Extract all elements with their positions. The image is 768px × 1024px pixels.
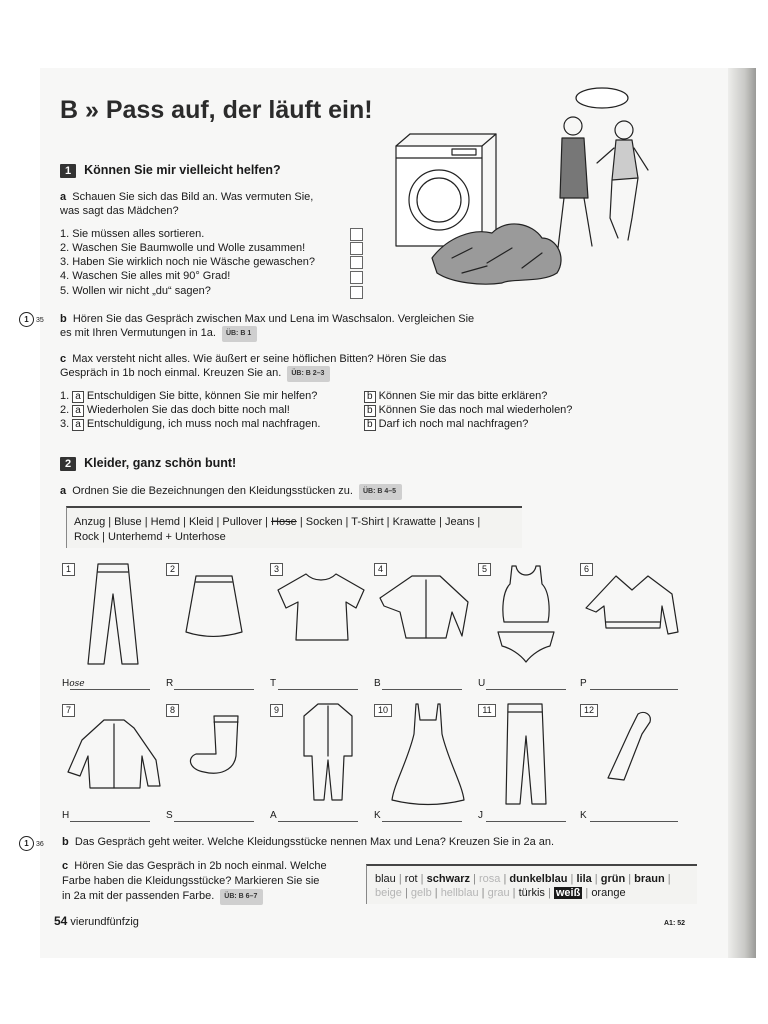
option-a-box[interactable]: a	[72, 391, 84, 403]
task-1b-text2: es mit Ihren Vermutungen in 1a.	[60, 327, 216, 339]
skirt-drawing	[182, 572, 252, 642]
task-1b-label: b	[60, 313, 67, 325]
item-number: 3	[270, 563, 283, 576]
option-a-box[interactable]: a	[72, 405, 84, 417]
option-4-checkbox[interactable]	[350, 271, 363, 284]
item-number: 1	[62, 563, 75, 576]
separator: |	[470, 873, 480, 885]
tshirt-drawing	[276, 570, 370, 644]
audio-track-number: 35	[36, 317, 44, 324]
item-number: 6	[580, 563, 593, 576]
item-number: 2	[166, 563, 179, 576]
color-word: weiß	[555, 887, 581, 899]
answer-label-2: R	[166, 678, 174, 689]
exercise-book-ref: ÜB: B 4–5	[359, 484, 402, 500]
answer-label-9: A	[270, 810, 277, 821]
item-number: 9	[270, 704, 283, 717]
separator: |	[417, 873, 427, 885]
task-2a-text: Ordnen Sie die Bezeichnungen den Kleidungsstücken zu.	[72, 485, 353, 497]
task-2c-line3	[62, 889, 263, 905]
answer-label-11: J	[478, 810, 483, 821]
task-2c-text3: in 2a mit der passenden Farbe.	[62, 890, 215, 902]
task-1c-line2	[60, 366, 330, 382]
answer-field-10[interactable]	[382, 809, 462, 822]
pair-2-option-b[interactable]	[364, 403, 572, 417]
section2-heading	[60, 456, 236, 471]
pair-1-option-b[interactable]	[364, 389, 547, 403]
pullover-drawing	[582, 572, 682, 642]
separator: |	[509, 887, 519, 899]
handwritten-answer: ose	[69, 679, 85, 689]
answer-label-12: K	[580, 810, 587, 821]
section2-number: 2	[60, 457, 76, 471]
answer-letter: H	[62, 678, 70, 689]
item-number: 5	[478, 563, 491, 576]
task-1c-text2: Gespräch in 1b noch einmal. Kreuzen Sie an.	[60, 367, 282, 379]
blouse-drawing	[376, 572, 476, 644]
separator: |	[395, 873, 405, 885]
option-a-box[interactable]: a	[72, 419, 84, 431]
audio-track-number: 36	[36, 841, 44, 848]
separator: |	[567, 873, 577, 885]
color-word: schwarz	[426, 873, 471, 885]
task-2c-line1	[62, 859, 327, 873]
answer-field-1[interactable]	[70, 677, 150, 690]
task-2b-text: Das Gespräch geht weiter. Welche Kleidungsstücke nennen Max und Lena? Kreuzen Sie in 2a an.	[74, 836, 555, 848]
separator: |	[591, 873, 601, 885]
shirt-drawing	[64, 716, 164, 796]
task-2a-line	[60, 484, 402, 500]
word-bank-text: Anzug | Bluse | Hemd | Kleid | Pullover |	[74, 516, 272, 528]
task-2c-label: c	[62, 860, 69, 872]
page-number: 54	[54, 914, 68, 928]
answer-field-8[interactable]	[174, 809, 254, 822]
answer-label-7: H	[62, 810, 70, 821]
answer-field-12[interactable]	[590, 809, 678, 822]
laundromat-illustration	[392, 88, 692, 298]
pair-3-option-b[interactable]	[364, 417, 528, 431]
option-1: 1. Sie müssen alles sortieren.	[60, 228, 205, 240]
trousers-drawing	[76, 560, 146, 670]
item-number: 7	[62, 704, 75, 717]
audio-track-35[interactable]	[19, 312, 44, 327]
answer-field-2[interactable]	[174, 677, 254, 690]
section2-title: Kleider, ganz schön bunt!	[84, 456, 237, 470]
option-2: 2. Waschen Sie Baumwolle und Wolle zusammen!	[60, 242, 306, 254]
page-footer	[54, 914, 139, 929]
task-1c-line1	[60, 352, 446, 366]
task-1c-text1: Max versteht nicht alles. Wie äußert er seine höflichen Bitten? Hören Sie das	[72, 353, 447, 365]
color-word: dunkelblau	[509, 873, 568, 885]
option-b-box[interactable]: b	[364, 405, 376, 417]
exercise-book-ref: ÜB: B 1	[222, 326, 257, 342]
pair-number: 2.	[60, 404, 70, 416]
socks-drawing	[184, 712, 254, 784]
task-2b-label: b	[62, 836, 69, 848]
answer-field-3[interactable]	[278, 677, 358, 690]
word-bank-line1	[74, 515, 480, 529]
item-number: 11	[478, 704, 496, 717]
option-3-checkbox[interactable]	[350, 256, 363, 269]
color-word: blau	[375, 873, 396, 885]
exercise-book-ref: ÜB: B 6–7	[220, 889, 263, 905]
answer-label-10: K	[374, 810, 381, 821]
color-word: braun	[634, 873, 665, 885]
answer-field-4[interactable]	[382, 677, 462, 690]
separator: |	[431, 887, 441, 899]
pair-number: 3.	[60, 418, 70, 430]
answer-label-5: U	[478, 678, 486, 689]
jeans-drawing	[496, 700, 556, 808]
item-number: 10	[374, 704, 392, 717]
dress-drawing	[388, 700, 468, 806]
color-bank-line2	[375, 886, 626, 900]
word-bank-text: | Socken | T-Shirt | Krawatte | Jeans |	[296, 516, 481, 528]
word-bank-line2: Rock | Unterhemd + Unterhose	[74, 531, 226, 543]
answer-field-5[interactable]	[486, 677, 566, 690]
answer-field-7[interactable]	[70, 809, 150, 822]
page-title: B » Pass auf, der läuft ein!	[60, 96, 373, 124]
pair-2-text-b: Können Sie das noch mal wiederholen?	[378, 404, 573, 416]
color-word: hellblau	[440, 887, 479, 899]
page-gutter-shadow	[728, 68, 756, 958]
pair-3-text-b: Darf ich noch mal nachfragen?	[378, 418, 529, 430]
option-b-box[interactable]: b	[364, 391, 376, 403]
answer-label-6: P	[580, 678, 587, 689]
item-number: 4	[374, 563, 387, 576]
separator: |	[500, 873, 510, 885]
color-word: lila	[576, 873, 592, 885]
separator: |	[664, 873, 671, 885]
color-word: beige	[375, 887, 402, 899]
answer-label-8: S	[166, 810, 173, 821]
option-1-checkbox[interactable]	[350, 228, 363, 241]
task-1a-label: a	[60, 191, 67, 203]
task-1a-line2: was sagt das Mädchen?	[60, 205, 179, 217]
item-number: 12	[580, 704, 598, 717]
color-word: orange	[591, 887, 626, 899]
page-code: A1: 52	[664, 920, 686, 927]
cd-icon: 1	[19, 312, 34, 327]
pair-3-option-a[interactable]	[60, 417, 320, 431]
section1-heading	[60, 163, 281, 178]
audio-track-36[interactable]	[19, 836, 44, 851]
separator: |	[478, 887, 488, 899]
task-2b-line	[62, 835, 554, 849]
option-5: 5. Wollen wir nicht „du“ sagen?	[60, 285, 211, 297]
color-word-bank	[366, 864, 697, 904]
separator: |	[401, 887, 411, 899]
task-2c-text1: Hören Sie das Gespräch in 2b noch einmal. Welche	[74, 860, 327, 872]
separator: |	[544, 887, 554, 899]
task-1b-line1	[60, 312, 474, 326]
task-2c-line2: Farbe haben die Kleidungsstücke? Markieren Sie sie	[62, 875, 320, 887]
section1-number: 1	[60, 164, 76, 178]
pair-1-option-a[interactable]	[60, 389, 317, 403]
pair-1-text-b: Können Sie mir das bitte erklären?	[378, 390, 548, 402]
task-1a-text1: Schauen Sie sich das Bild an. Was vermuten Sie,	[72, 191, 314, 203]
color-word: gelb	[410, 887, 432, 899]
suit-drawing	[298, 700, 358, 804]
struck-word: Hose	[271, 516, 297, 528]
option-3: 3. Haben Sie wirklich noch nie Wäsche gewaschen?	[60, 256, 315, 268]
color-word: rosa	[479, 873, 501, 885]
task-1c-label: c	[60, 353, 67, 365]
pair-1-text-a: Entschuldigen Sie bitte, können Sie mir helfen?	[86, 390, 318, 402]
item-number: 8	[166, 704, 179, 717]
answer-field-9[interactable]	[278, 809, 358, 822]
separator: |	[582, 887, 592, 899]
answer-field-11[interactable]	[486, 809, 566, 822]
answer-label-4: B	[374, 678, 381, 689]
task-1a-line1	[60, 190, 313, 204]
task-2a-label: a	[60, 485, 67, 497]
color-word: grün	[600, 873, 626, 885]
page-number-word: vierundfünfzig	[70, 916, 139, 928]
option-b-box[interactable]: b	[364, 419, 376, 431]
answer-field-6[interactable]	[590, 677, 678, 690]
option-5-checkbox[interactable]	[350, 286, 363, 299]
task-1b-text1: Hören Sie das Gespräch zwischen Max und Lena im Waschsalon. Vergleichen Sie	[72, 313, 475, 325]
exercise-book-ref: ÜB: B 2–3	[287, 366, 330, 382]
color-word: rot	[404, 873, 418, 885]
pair-2-text-a: Wiederholen Sie das doch bitte noch mal!	[86, 404, 290, 416]
undershirt-underpants-drawing	[492, 562, 562, 668]
pair-2-option-a[interactable]	[60, 403, 290, 417]
task-1b-line2	[60, 326, 257, 342]
pair-number: 1.	[60, 390, 70, 402]
option-4: 4. Waschen Sie alles mit 90° Grad!	[60, 270, 231, 282]
color-bank-line1	[375, 872, 671, 886]
word-bank	[66, 506, 522, 548]
cd-icon: 1	[19, 836, 34, 851]
separator: |	[625, 873, 635, 885]
section1-title: Können Sie mir vielleicht helfen?	[84, 163, 281, 177]
tie-drawing	[604, 708, 656, 788]
answer-label-3: T	[270, 678, 277, 689]
pair-3-text-a: Entschuldigung, ich muss noch mal nachfragen.	[86, 418, 321, 430]
color-word: türkis	[518, 887, 545, 899]
option-2-checkbox[interactable]	[350, 242, 363, 255]
color-word: grau	[487, 887, 510, 899]
